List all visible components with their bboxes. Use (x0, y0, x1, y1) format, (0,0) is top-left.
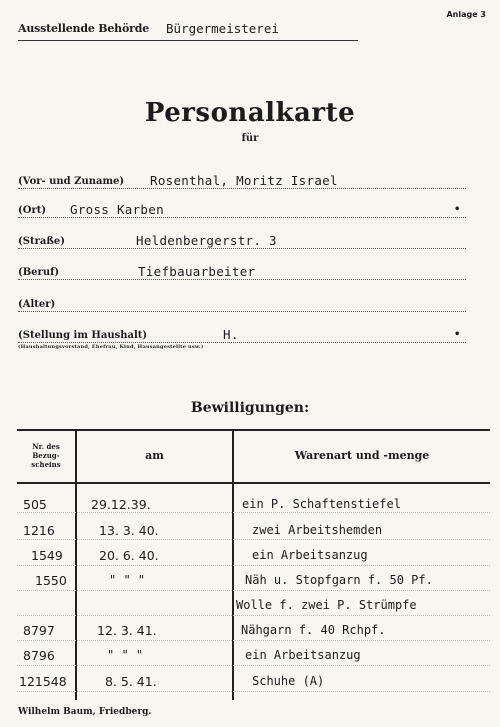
row-rule (17, 590, 490, 591)
goods-description: Nähgarn f. 40 Rchpf. (241, 623, 386, 637)
goods-description: Schuhe (A) (252, 674, 325, 688)
goods-description: zwei Arbeitshemden (252, 523, 383, 537)
place-label: (Ort) (18, 205, 49, 216)
receipt-number: 8797 (23, 623, 55, 638)
row-rule (17, 665, 490, 666)
household-label: (Stellung im Haushalt) (18, 330, 150, 341)
approval-date: " " " (109, 573, 146, 587)
approval-date: 29.12.39. (91, 497, 151, 512)
approval-date: " " " (107, 648, 144, 662)
occupation-field (18, 261, 466, 280)
field-mark: • (454, 329, 461, 340)
issuing-authority-label: Ausstellende Behörde (18, 22, 149, 35)
household-value: H. (223, 327, 239, 342)
goods-description: ein Arbeitsanzug (252, 548, 368, 562)
goods-description: ein Arbeitsanzug (245, 648, 361, 662)
goods-description: Näh u. Stopfgarn f. 50 Pf. (245, 573, 433, 587)
receipt-number: 121548 (19, 674, 67, 689)
name-value: Rosenthal, Moritz Israel (150, 173, 338, 188)
age-field (18, 293, 466, 312)
approval-date: 20. 6. 40. (99, 548, 159, 563)
issuing-authority-row (18, 22, 358, 41)
header-goods: Warenart und -menge (294, 449, 430, 462)
header-receipt-number-line: scheins (31, 460, 61, 470)
household-field (18, 324, 466, 343)
approvals-heading: Bewilligungen: (190, 400, 310, 416)
issuing-authority-value: Bürgermeisterei (166, 21, 279, 36)
header-date: am (145, 449, 164, 462)
age-label: (Alter) (18, 299, 58, 310)
approval-date: 12. 3. 41. (97, 623, 157, 638)
annex-label: Anlage 3 (446, 10, 486, 19)
street-label: (Straße) (18, 236, 68, 247)
receipt-number: 1549 (31, 548, 63, 563)
receipt-number: 505 (23, 497, 47, 512)
table-header-rule (17, 482, 490, 484)
approval-date: 13. 3. 40. (99, 523, 159, 538)
header-receipt-number-line: Bezug- (32, 450, 60, 460)
row-rule (17, 640, 490, 641)
receipt-number: 8796 (23, 648, 55, 663)
approvals-table (17, 429, 490, 700)
row-rule (17, 539, 490, 540)
receipt-number: 1550 (35, 573, 67, 588)
header-receipt-number (17, 429, 75, 482)
place-value: Gross Karben (70, 202, 164, 217)
card-title: Personalkarte (144, 98, 356, 128)
field-mark: • (454, 204, 461, 215)
name-label: (Vor- und Zuname) (18, 176, 127, 187)
printer-imprint: Wilhelm Baum, Friedberg. (18, 707, 152, 717)
row-rule (17, 512, 490, 513)
header-receipt-number-line: Nr. des (32, 441, 60, 451)
household-note: (Haushaltungsvorstand, Ehefrau, Kind, Hausangestellte usw.) (18, 344, 204, 350)
occupation-label: (Beruf) (18, 267, 62, 278)
goods-description: ein P. Schaftenstiefel (242, 497, 401, 511)
card-subtitle: für (241, 133, 259, 144)
place-field (18, 199, 466, 218)
street-field (18, 230, 466, 249)
occupation-value: Tiefbauarbeiter (138, 264, 256, 279)
row-rule (17, 691, 490, 692)
name-field (18, 170, 466, 189)
row-rule (17, 615, 490, 616)
receipt-number: 1216 (23, 523, 55, 538)
street-value: Heldenbergerstr. 3 (136, 233, 277, 248)
row-rule (17, 565, 490, 566)
approval-date: 8. 5. 41. (105, 674, 157, 689)
goods-description: Wolle f. zwei P. Strümpfe (236, 598, 417, 612)
